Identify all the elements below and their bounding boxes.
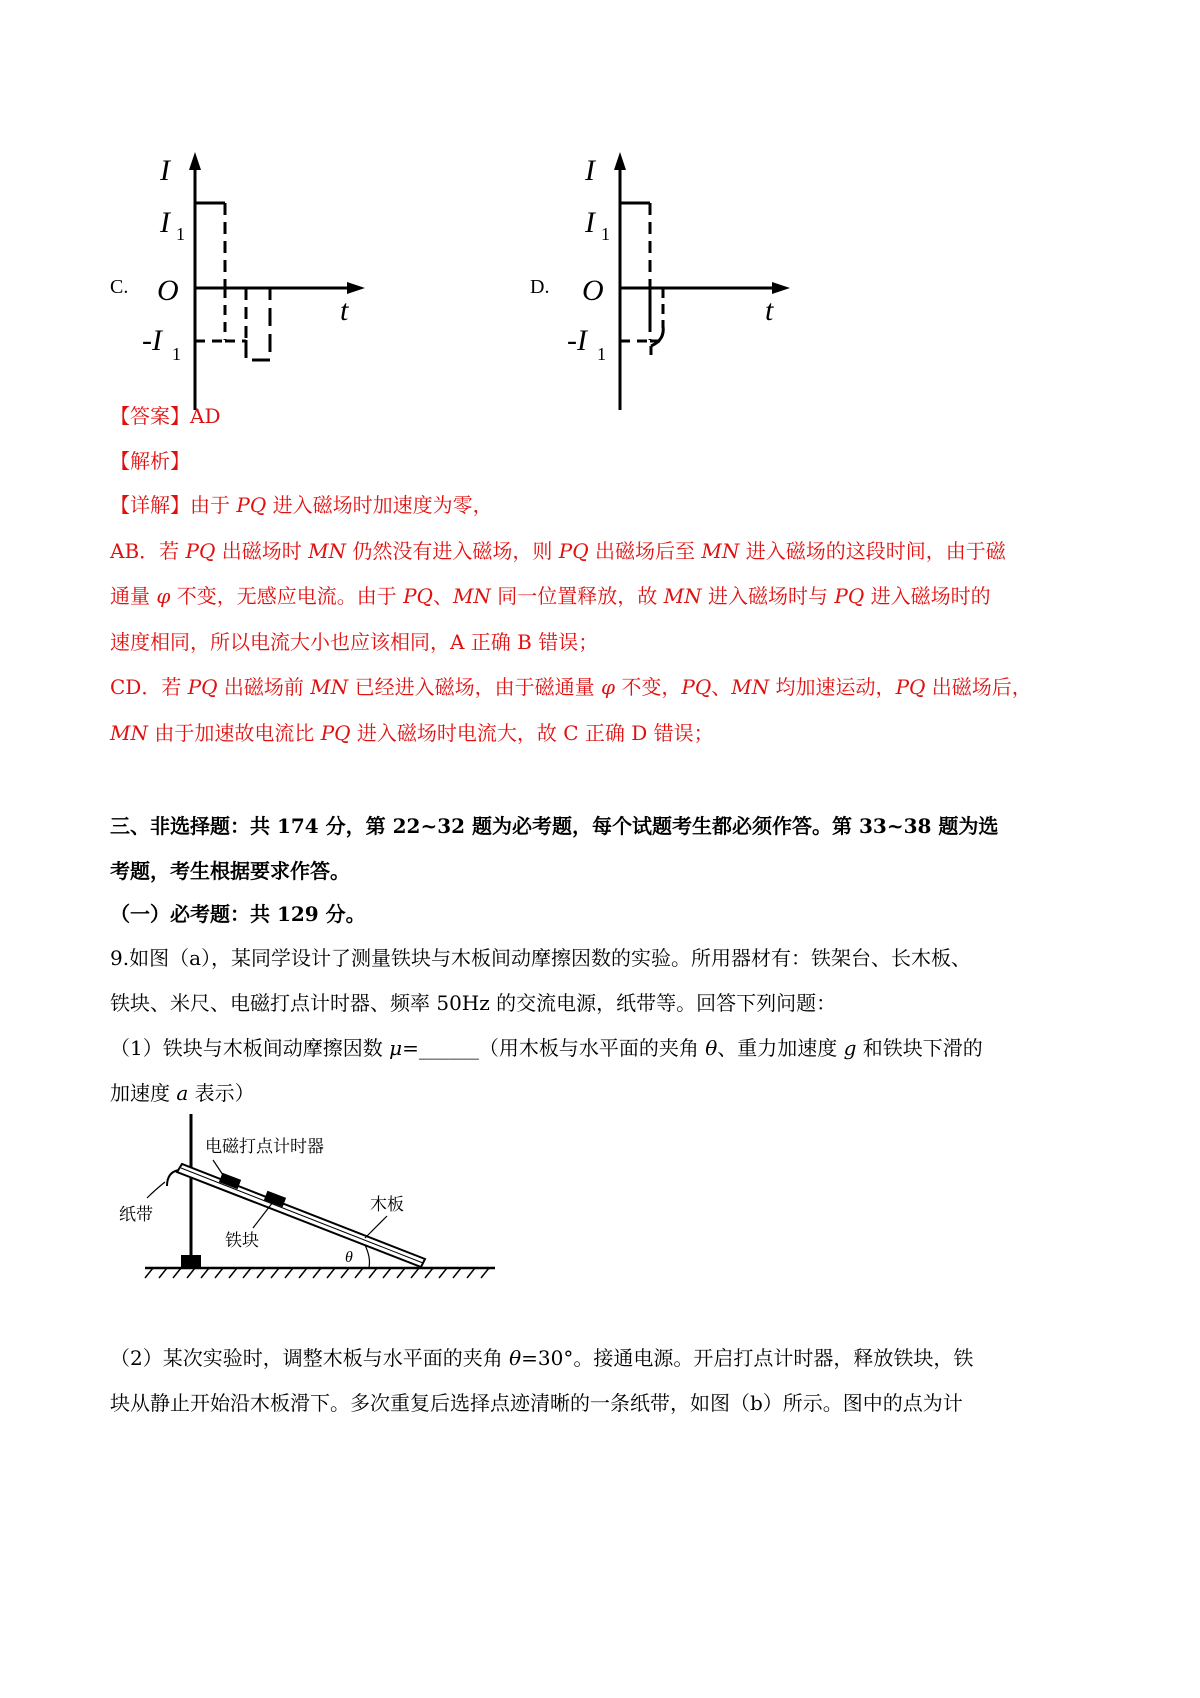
answer-line	[110, 402, 220, 430]
q9-text: （2）某次实验时，调整木板与水平面的夹角	[110, 1346, 510, 1370]
answer-value: AD	[190, 404, 221, 428]
y-axis-label: I	[585, 154, 595, 187]
var-g: g	[843, 1036, 857, 1060]
var-mn: MN	[731, 675, 770, 699]
y-axis-label: I	[160, 154, 170, 187]
q9-text: （1）铁块与木板间动摩擦因数	[110, 1036, 390, 1060]
q9-text: 表示）	[188, 1081, 255, 1105]
var-mn: MN	[310, 675, 349, 699]
x-axis-label: t	[765, 294, 774, 327]
ab-line-2	[110, 582, 991, 610]
var-a: a	[176, 1081, 189, 1105]
var-phi: φ	[600, 675, 615, 699]
cd-text: 出磁场后，	[925, 675, 1032, 699]
detail-text: 由于	[190, 493, 237, 517]
level-neg-label: -I	[567, 324, 587, 357]
var-mn: MN	[663, 584, 702, 608]
origin-label: O	[582, 274, 604, 307]
cd-text: 不变，	[615, 675, 682, 699]
var-mn: MN	[701, 539, 740, 563]
label-board: 木板	[370, 1195, 404, 1215]
cd-text: 均加速运动，	[769, 675, 896, 699]
level-pos-sub: 1	[176, 224, 185, 244]
cd-line-1	[110, 673, 1032, 701]
var-pq: PQ	[185, 539, 216, 563]
q9-part2-line-1	[110, 1344, 973, 1372]
ab-text: 进入磁场的这段时间，由于磁	[739, 539, 1006, 563]
option-c-graph	[140, 150, 370, 420]
q9-text: 加速度	[110, 1081, 177, 1105]
apparatus-figure	[119, 1110, 505, 1310]
detail-line	[110, 491, 493, 519]
cd-text: 已经进入磁场，由于磁通量	[348, 675, 601, 699]
ab-text: 不变，无感应电流。由于	[170, 584, 404, 608]
var-phi: φ	[156, 584, 171, 608]
label-tape: 纸带	[119, 1205, 153, 1225]
q9-part2-line-2: 块从静止开始沿木板滑下。多次重复后选择点迹清晰的一条纸带，如图（b）所示。图中的点为计	[110, 1391, 963, 1415]
detail-bracket: 【详解】	[110, 493, 190, 517]
ab-text: 通量	[110, 584, 157, 608]
ab-text: 仍然没有进入磁场，则	[346, 539, 559, 563]
ab-text: 同一位置释放，故	[490, 584, 664, 608]
var-pq: PQ	[320, 721, 351, 745]
ab-text: 进入磁场时与	[701, 584, 835, 608]
option-d-graph	[565, 150, 795, 420]
ab-text: 进入磁场时的	[864, 584, 991, 608]
section-title-line-1: 三、非选择题：共 174 分，第 22~32 题为必考题，每个试题考生都必须作答。第 33~38 题为选	[110, 814, 999, 838]
detail-text: 进入磁场时加速度为零，	[266, 493, 493, 517]
var-mn: MN	[110, 721, 148, 745]
level-pos-sub: 1	[601, 224, 610, 244]
var-pq: PQ	[895, 675, 926, 699]
var-mn: MN	[308, 539, 347, 563]
ab-text: 速度相同，所以电流大小也应该相同，A 正确 B 错误；	[110, 630, 599, 654]
cd-text: CD．若	[110, 675, 188, 699]
var-pq: PQ	[834, 584, 865, 608]
level-pos-label: I	[160, 206, 170, 239]
q9-text: 和铁块下滑的	[856, 1036, 983, 1060]
var-theta: θ	[509, 1346, 522, 1370]
ab-line-1	[110, 537, 1006, 565]
cd-text: 出磁场前	[217, 675, 311, 699]
option-d-label: D.	[530, 276, 550, 298]
option-c-label: C.	[110, 276, 129, 298]
q9-part1-line-2	[110, 1079, 255, 1107]
cd-line-2	[110, 719, 714, 747]
var-pq: PQ	[681, 675, 712, 699]
origin-label: O	[157, 274, 179, 307]
ab-text: 出磁场后至	[588, 539, 702, 563]
section-title-line-2: 考题，考生根据要求作答。	[110, 859, 350, 883]
var-mu: μ	[389, 1036, 403, 1060]
analysis-bracket: 【解析】	[110, 449, 190, 473]
var-pq: PQ	[403, 584, 433, 608]
label-theta: θ	[345, 1249, 353, 1266]
x-axis-label: t	[340, 294, 349, 327]
label-timer: 电磁打点计时器	[205, 1137, 324, 1157]
q9-line-1: 9.如图（a），某同学设计了测量铁块与木板间动摩擦因数的实验。所用器材有：铁架台、长木板、	[110, 946, 972, 970]
cd-text: 进入磁场时电流大，故 C 正确 D 错误；	[350, 721, 714, 745]
answer-bracket: 【答案】	[110, 404, 190, 428]
q9-text: =30°。接通电源。开启打点计时器，释放铁块，铁	[521, 1346, 974, 1370]
q9-part1-line-1	[110, 1034, 983, 1062]
ab-text: 、	[432, 584, 453, 608]
section-subtitle: （一）必考题：共 129 分。	[110, 902, 366, 926]
var-pq: PQ	[558, 539, 589, 563]
var-theta: θ	[705, 1036, 718, 1060]
level-neg-sub: 1	[597, 344, 606, 364]
cd-text: 由于加速故电流比	[147, 721, 321, 745]
level-pos-label: I	[585, 206, 595, 239]
q9-text: 、重力加速度	[717, 1036, 844, 1060]
label-block: 铁块	[225, 1231, 259, 1251]
var-pq: PQ	[236, 493, 267, 517]
analysis-heading	[110, 447, 190, 475]
ab-text: AB．若	[110, 539, 186, 563]
level-neg-sub: 1	[172, 344, 181, 364]
q9-line-2: 铁块、米尺、电磁打点计时器、频率 50Hz 的交流电源，纸带等。回答下列问题：	[110, 991, 837, 1015]
var-pq: PQ	[187, 675, 218, 699]
level-neg-label: -I	[142, 324, 162, 357]
cd-text: 、	[711, 675, 732, 699]
var-mn: MN	[452, 584, 491, 608]
q9-text: =______（用木板与水平面的夹角	[402, 1036, 706, 1060]
ab-text: 出磁场时	[215, 539, 309, 563]
ab-line-3	[110, 628, 598, 656]
